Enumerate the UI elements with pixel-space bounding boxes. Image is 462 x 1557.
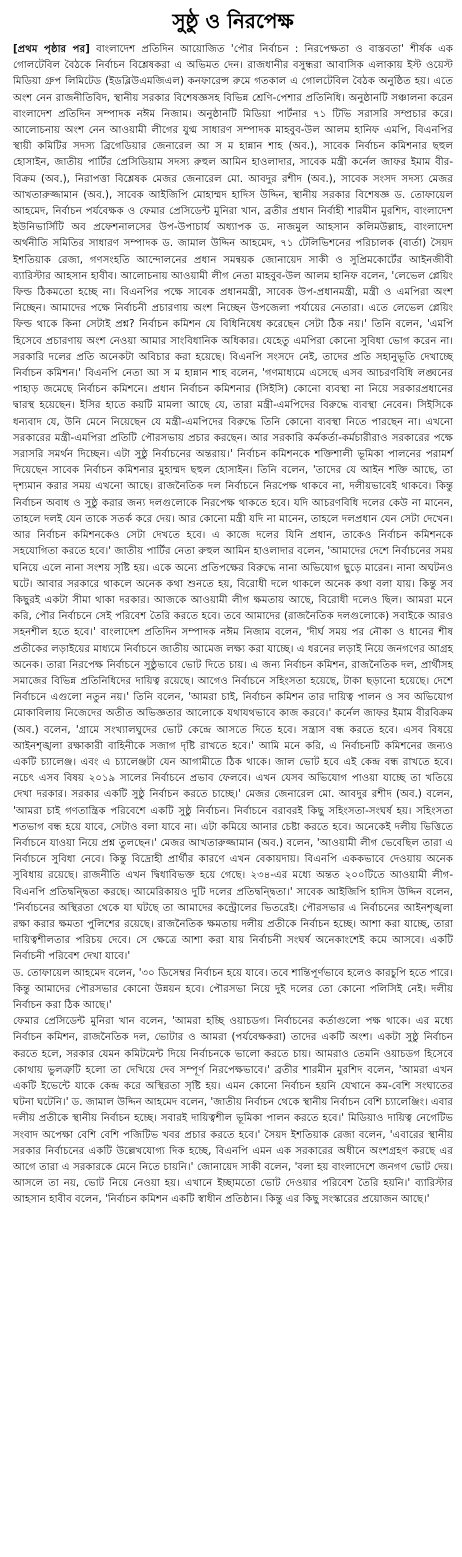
headline: সুষ্ঠু ও নিরপেক্ষ — [172, 9, 294, 33]
continuation-label: [প্রথম পৃষ্ঠার পর] — [13, 44, 90, 55]
paragraph — [13, 42, 453, 966]
paragraph-text: বাংলাদেশ প্রতিদিন আয়োজিত 'পৌর নির্বাচন : নিরপেক্ষতা ও বাস্তবতা' শীর্ষক এক গোলটেবিল বৈঠকে নির্বাচন বিশ্লেষকরা এ অভিমত দেন। রাজধানীর বসুন্ধরা আবাসিক এলাকায় ইস্ট ওয়েস্ট মিডিয়া গ্রুপ লিমিটেড (ইডব্লিউএমজিএল) কনফারেন্স রুমে গতকাল এ গোলটেবিল বৈঠক অনুষ্ঠিত হয়। এতে অংশ নেন রাজনীতিবিদ, স্থানীয় সরকার বিশেষজ্ঞসহ বিভিন্ন শ্রেণি-পেশার প্রতিনিধি। অনুষ্ঠানটি সঞ্চালনা করেন বাংলাদেশ প্রতিদিন সম্পাদক নঈম নিজাম। অনুষ্ঠানটি মিডিয়া পার্টনার ৭১ টিভি সরাসরি সম্প্রচার করে। আলোচনায় অংশ নেন আওয়ামী লীগের যুগ্ম সাধারণ সম্পাদক মাহবুব-উল আলম হানিফ এমপি, বিএনপির স্থায়ী কমিটির সদস্য ব্রিগেডিয়ার জেনারেল আ স ম হান্নান শাহ (অব.), সাবেক নির্বাচন কমিশনার ছহুল হোসাইন, জাতীয় পার্টির প্রেসিডিয়াম সদস্য রুহুল আমিন হাওলাদার, সাবেক মন্ত্রী কর্নেল জাফর ইমাম বীর-বিক্রম (অব.), নিরাপত্তা বিশ্লেষক মেজর জেনারেল মো. আবদুর রশীদ (অব.), সাবেক সংসদ সদস্য মেজর আখতারুজ্জামান (অব.), সাবেক আইজিপি মোহাম্মদ হাদিস উদ্দিন, স্থানীয় সরকার বিশেষজ্ঞ ড. তোফায়েল আহমেদ, নির্বাচন পর্যবেক্ষক ও ফেমার প্রেসিডেন্ট মুনিরা খান, ব্রতীর প্রধান নির্বাহী শারমীন মুরশিদ, বাংলাদেশ ইউনিভার্সিটি অব প্রফেশনালসের উপ-উপাচার্য অধ্যাপক ড. নাজমুল আহসান কলিমউল্লাহ, বাংলাদেশ অর্থনীতি সমিতির সাধারণ সম্পাদক ড. জামাল উদ্দিন আহমেদ, ৭১ টেলিভিশনের পরিচালক (বার্তা) সৈয়দ ইশতিয়াক রেজা, গণসংহতি আন্দোলনের প্রধান সমন্বয়ক জোনায়েদ সাকী ও সুপ্রিমকোর্টের আইনজীবী ব্যারিস্টার আহসান হাবীব। আলোচনায় আওয়ামী লীগ নেতা মাহবুব-উল আলম হানিফ বলেন, 'লেভেল প্লেয়িং ফিল্ড ঠিকমতো হচ্ছে না। বিএনপির পক্ষে সাবেক প্রধানমন্ত্রী, সাবেক উপ-প্রধানমন্ত্রী, মন্ত্রী ও এমপিরা অংশ নিচ্ছেন। আমাদের পক্ষে নির্বাচনী প্রচারণায় অংশ নিচ্ছেন উপজেলা পর্যায়ের নেতারা। এতে লেভেল প্লেয়িং ফিল্ড থাকে কিনা সেটাই প্রশ্ন? নির্বাচন কমিশন যে বিধিনিষেধ করেছেন সেটা ঠিক নয়।' তিনি বলেন, 'এমপি হিসেবে প্রচারণায় অংশ নেওয়া আমার সাংবিধানিক অধিকার। যেহেতু এমপিরা কোনো সুবিধা ভোগ করেন না। সরকারি দলের প্রতি অনেকটা অবিচার করা হয়েছে। বিএনপি সংসদে নেই, তাদের প্রতি সহানুভূতি দেখাচ্ছে নির্বাচন কমিশন।' বিএনপি নেতা আ স ম হান্নান শাহ বলেন, 'গণমাধ্যমে এসেছে এসব আচরণবিধি লঙ্ঘনের পাহাড় জমেছে নির্বাচন কমিশনে। প্রধান নির্বাচন কমিশনার (সিইসি) কোনো ব্যবস্থা না নিয়ে সরকারপ্রধানের দ্বারস্থ হয়েছেন। ইসির হাতে কয়টি মামলা আছে যে, তারা মন্ত্রী-এমপিদের বিরুদ্ধে ব্যবস্থা নেবেন। সিইসিকে ধন্যবাদ যে, উনি মেনে নিয়েছেন যে মন্ত্রী-এমপিদের বিরুদ্ধে তিনি কোনো ব্যবস্থা নিতে পারছেন না। এখনো সরকারের মন্ত্রী-এমপিরা প্রতিটি পৌরসভায় প্রচার করছেন। আর সরকারি কর্মকর্তা-কর্মচারীরাও সরকারের পক্ষে সরাসরি সমর্থন দিচ্ছেন। এটা সুষ্ঠু নির্বাচনের অন্তরায়।' নির্বাচন কমিশনকে শক্তিশালী ভূমিকা পালনের পরামর্শ দিয়েছেন সাবেক নির্বাচন কমিশনার মুহাম্মদ ছহুল হোসাইন। তিনি বলেন, 'তাদের যে আইন শক্তি আছে, তা দৃশ্যমান করার সময় এখনো আছে। রাজনৈতিক দল নির্বাচনে নিরপেক্ষ থাকবে না, দলীয়ভাবেই থাকবে। কিন্তু নির্বাচন অবাধ ও সুষ্ঠু করার জন্য দলগুলোকে নিরপেক্ষ থাকতে হবে। যদি আচরণবিধি দলের কেউ না মানেন, তাহলে দলই যেন তাকে সতর্ক করে দেয়। আর কোনো মন্ত্রী যদি না মানেন, তাহলে দলপ্রধান যেন সেটা দেখেন। আর নির্বাচন কমিশনকেও সেটা দেখতে হবে। এ কাজে দলের যিনি প্রধান, তাকেও নির্বাচন কমিশনকে সহযোগিতা করতে হবে।' জাতীয় পার্টির নেতা রুহুল আমিন হাওলাদার বলেন, 'আমাদের দেশে নির্বাচনের সময় ঘনিয়ে এলে নানা সংশয় সৃষ্টি হয়। একে অন্যে প্রতিপক্ষের বিরুদ্ধে নানা অভিযোগ ছুড়ে মারেন। নানা অঘটনও ঘটে। আবার সরকারে থাকলে অনেক কথা শুনতে হয়, বিরোধী দলে থাকলে অনেক কথা বলা যায়। কিন্তু সব কিছুরই একটা সীমা থাকা দরকার। আজকে আওয়ামী লীগ ক্ষমতায় আছে, বিরোধী দলেও ছিল। আমরা মনে করি, পৌর নির্বাচনে সেই পরিবেশ তৈরি করতে হবে। তবে আমাদের (রাজনৈতিক দলগুলোকে) সবাইকে আরও সহনশীল হতে হবে।' বাংলাদেশ প্রতিদিন সম্পাদক নঈম নিজাম বলেন, 'দীর্ঘ সময় পর নৌকা ও ধানের শীষ প্রতীকের লড়াইয়ের মাধ্যমে নির্বাচনে জাতীয় আমেজ লক্ষ্য করা যাচ্ছে। এ ধরনের লড়াই নিয়ে জনগণের আগ্রহ অনেক। তারা নিরপেক্ষ নির্বাচনে সুষ্ঠুভাবে ভোট দিতে চায়। এ জন্য নির্বাচন কমিশন, রাজনৈতিক দল, প্রার্থীসহ সমাজের বিভিন্ন প্রতিনিধিদের দায়িত্ব রয়েছে। আগেও নির্বাচনে সহিংসতা হয়েছে, টাকা ছড়ানো হয়েছে। দেশে নির্বাচনে এগুলো নতুন নয়।' তিনি বলেন, 'আমরা চাই, নির্বাচন কমিশন তার দায়িত্ব পালন ও সব অভিযোগ মোকাবিলায় নিজেদের অতীত অভিজ্ঞতার আলোকে যথাযথভাবে কাজ করবে।' কর্নেল জাফর ইমাম বীরবিক্রম (অব.) বলেন, 'গ্রামে সংখ্যালঘুদের ভোট কেন্দ্রে আসতে দিতে হবে। সন্ত্রাস বন্ধ করতে হবে। এসব বিষয়ে আইনশৃঙ্খলা রক্ষাকারী বাহিনীকে সজাগ দৃষ্টি রাখতে হবে।' আমি মনে করি, এ নির্বাচনটি কমিশনের জন্যও একটি চ্যালেঞ্জ। এবং এ চ্যালেঞ্জটা যেন আগামীতে ঠিক থাকে। জাল ভোট হবে এই কেন্দ্র বন্ধ রাখতে হবে। নচেৎ এসব বিষয় ২০১৯ সালের নির্বাচনে প্রভাব ফেলবে। এখন যেসব অভিযোগ পাওয়া যাচ্ছে তা খতিয়ে দেখা দরকার। সরকার একটি সুষ্ঠু নির্বাচন করতে চাচ্ছে।' মেজর জেনারেল মো. আবদুর রশীদ (অব.) বলেন, 'আমরা চাই গণতান্ত্রিক পরিবেশে একটি সুষ্ঠু নির্বাচন। নির্বাচনে বরাবরই কিছু সহিংসতা-সংঘর্ষ হয়। সহিংসতা শতভাগ বন্ধ হয়ে যাবে, সেটাও বলা যাবে না। এটা কমিয়ে আনার চেষ্টা করতে হবে। অনেকেই দলীয় ভিত্তিতে নির্বাচনে যাওয়া নিয়ে প্রশ্ন তুলছেন।' মেজর আখতারুজ্জামান (অব.) বলেন, 'আওয়ামী লীগ ভেবেছিল তারা এ নির্বাচনে সুবিধা নেবে। কিন্তু বিদ্রোহী প্রার্থীর কারণে এখন বেকায়দায়। বিএনপি এককভাবে দেওয়ায় অনেক সুবিধায় রয়েছে। রাজনীতি এখন দ্বিধাবিভক্ত হয়ে গেছে। ২৩৪-এর মধ্যে অন্তত ২০০টিতে আওয়ামী লীগ-বিএনপি প্রতিদ্বন্দ্বিতা করছে। আমেরিকায়ও দুটি দলের প্রতিদ্বন্দ্বিতা।' সাবেক আইজিপি হাদিস উদ্দিন বলেন, 'নির্বাচনের অস্থিরতা থেকে যা ঘটছে তা আমাদের কন্ট্রোলের ভিতরেই। পৌরসভার এ নির্বাচনের আইনশৃঙ্খলা রক্ষা করার ক্ষমতা পুলিশের রয়েছে। রাজনৈতিক ক্ষমতায় দলীয় প্রতীকে নির্বাচন হচ্ছে। আশা করা যাচ্ছে, তারা দায়িত্বশীলতার পরিচয় দেবে। সে ক্ষেত্রে আশা করা যায় নির্বাচনী সংঘর্ষ অনেকাংশেই কমে আসবে। একটি নির্বাচনী পরিবেশ দেখা যাবে।' — [13, 44, 453, 963]
paragraph: ফেমার প্রেসিডেন্ট মুনিরা খান বলেন, 'আমরা হচ্ছি ওয়াচডগ। নির্বাচনের কর্তাগুলো পক্ষ থাকে। এর মধ্যে নির্বাচন কমিশন, রাজনৈতিক দল, ভোটার ও আমরা (পর্যবেক্ষকরা) তাদের একটি অংশ। একটা সুষ্ঠু নির্বাচন করতে হলে, সরকার যেমন কমিটমেন্ট দিয়ে নির্বাচনকে ভালো করতে চায়। আমরাও তেমনি ওয়াচডগ হিসেবে কোথায় ভুলত্রুটি হলো তা দেখিয়ে দেব সম্পূর্ণ নিরপেক্ষভাবে।' ব্রতীর শারমীন মুরশিদ বলেন, 'আমরা এখন একটি ইভেন্টে যাকে কেন্দ্র করে অস্থিরতা সৃষ্টি হয়। এমন কোনো নির্বাচন হয়নি যেখানে কম-বেশি সংঘাতের ঘটনা ঘটেনি।' ড. জামাল উদ্দিন আহমেদ বলেন, 'জাতীয় নির্বাচন থেকে স্থানীয় নির্বাচন বেশি চ্যালেঞ্জিং। এবার দলীয় প্রতীকে স্থানীয় নির্বাচন হচ্ছে। সবারই দায়িত্বশীল ভূমিকা পালন করতে হবে।' মিডিয়াও দায়িত্ব নেগেটিভ সংবাদ অপেক্ষা বেশি বেশি পজিটিভ খবর প্রচার করতে হবে।' সৈয়দ ইশতিয়াক রেজা বলেন, 'এবারের স্থানীয় সরকার নির্বাচনের একটি উল্লেখযোগ্য দিক হচ্ছে, বিএনপি এমন এক সরকারের অধীনে অংশগ্রহণ করছে এর আগে তারা এ সরকারকে মেনে নিতে চায়নি।' জোনায়েদ সাকী বলেন, 'বলা হয় বাংলাদেশে জনগণ ভোট দেয়। আসলে তা নয়, ভোট নিয়ে নেওয়া হয়। এখানে ইচ্ছামতো ভোট দেওয়ার পরিবেশ তৈরি হয়নি।' ব্যারিস্টার আহসান হাবীব বলেন, 'নির্বাচন কমিশন একটি স্বাধীন প্রতিষ্ঠান। কিন্তু এর কিছু সংস্কারের প্রয়োজন আছে।' — [13, 1016, 454, 1206]
article-body — [13, 42, 453, 1209]
paragraph: ড. তোফায়েল আহমেদ বলেন, '৩০ ডিসেম্বর নির্বাচন হয়ে যাবে। তবে শান্তিপূর্ণভাবে হলেও কারচুপি হতে পারে। কিন্তু আমাদের পৌরসভার কোনো উন্নয়ন হবে। পৌরসভা নিয়ে দুই দলের তো কোনো পলিসিই নেই। দলীয় নির্বাচন করা ঠিক আছে।' — [13, 967, 453, 1011]
